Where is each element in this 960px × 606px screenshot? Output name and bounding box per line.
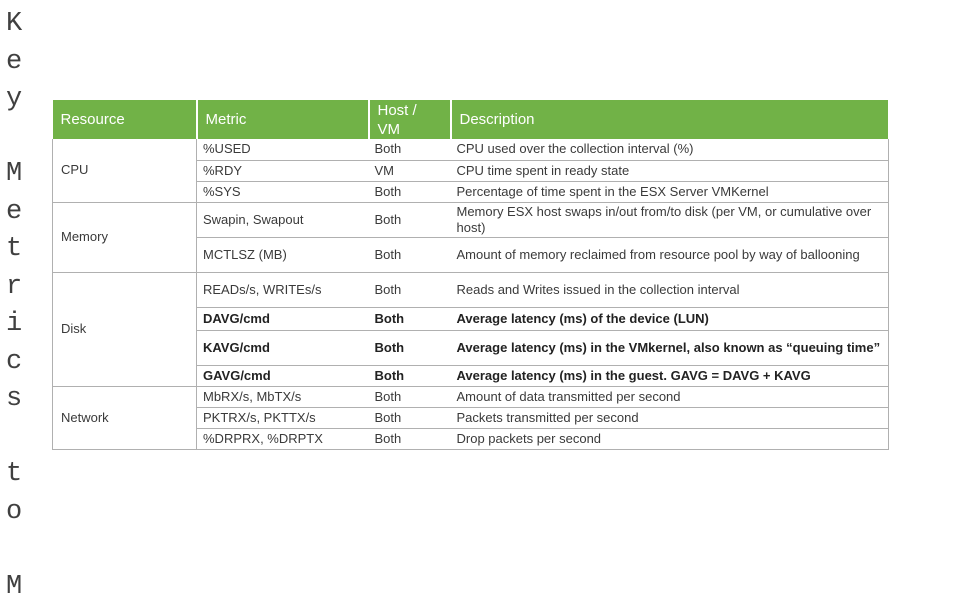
header-description: Description (451, 100, 889, 139)
title-char (6, 119, 36, 157)
metrics-table (52, 100, 890, 450)
title-char: K (6, 6, 36, 44)
host-cell: Both (369, 407, 451, 428)
description-cell: Average latency (ms) of the device (LUN) (451, 307, 889, 330)
host-cell: Both (369, 365, 451, 386)
host-cell: Both (369, 307, 451, 330)
header-resource: Resource (53, 100, 197, 139)
resource-network: Network (53, 386, 197, 449)
host-cell: Both (369, 237, 451, 272)
metric-cell: PKTRX/s, PKTTX/s (197, 407, 369, 428)
title-char: r (6, 269, 36, 307)
description-cell: Packets transmitted per second (451, 407, 889, 428)
metric-cell: MbRX/s, MbTX/s (197, 386, 369, 407)
resource-cpu: CPU (53, 139, 197, 202)
metric-cell: %SYS (197, 181, 369, 202)
table-row (53, 386, 889, 407)
header-host-vm: Host / VM (369, 100, 451, 139)
title-char: e (6, 44, 36, 82)
host-cell: Both (369, 272, 451, 307)
metric-cell: KAVG/cmd (197, 330, 369, 365)
title-char: o (6, 494, 36, 532)
host-cell: Both (369, 428, 451, 449)
table-row (53, 272, 889, 307)
host-cell: Both (369, 386, 451, 407)
host-cell: Both (369, 139, 451, 160)
title-char: t (6, 456, 36, 494)
title-char: t (6, 231, 36, 269)
resource-memory: Memory (53, 202, 197, 272)
metric-cell: MCTLSZ (MB) (197, 237, 369, 272)
table-row (53, 202, 889, 237)
metric-cell: %USED (197, 139, 369, 160)
description-cell: Percentage of time spent in the ESX Server VMKernel (451, 181, 889, 202)
header-metric: Metric (197, 100, 369, 139)
host-cell: VM (369, 160, 451, 181)
description-cell: Amount of memory reclaimed from resource pool by way of ballooning (451, 237, 889, 272)
host-cell: Both (369, 181, 451, 202)
host-cell: Both (369, 202, 451, 237)
description-cell: Reads and Writes issued in the collection interval (451, 272, 889, 307)
title-char (6, 419, 36, 457)
resource-disk: Disk (53, 272, 197, 386)
host-cell: Both (369, 330, 451, 365)
metric-cell: GAVG/cmd (197, 365, 369, 386)
title-char: M (6, 569, 36, 606)
title-char: M (6, 156, 36, 194)
table-header-row (53, 100, 889, 139)
description-cell: Average latency (ms) in the VMkernel, also known as “queuing time” (451, 330, 889, 365)
title-char: y (6, 81, 36, 119)
description-cell: Average latency (ms) in the guest. GAVG = DAVG + KAVG (451, 365, 889, 386)
description-cell: Drop packets per second (451, 428, 889, 449)
title-char: c (6, 344, 36, 382)
title-char: i (6, 306, 36, 344)
description-cell: Amount of data transmitted per second (451, 386, 889, 407)
description-cell: CPU used over the collection interval (%) (451, 139, 889, 160)
description-cell: Memory ESX host swaps in/out from/to disk (per VM, or cumulative over host) (451, 202, 889, 237)
description-cell: CPU time spent in ready state (451, 160, 889, 181)
title-char (6, 531, 36, 569)
metric-cell: Swapin, Swapout (197, 202, 369, 237)
slide-title (6, 6, 36, 606)
metric-cell: DAVG/cmd (197, 307, 369, 330)
title-char: s (6, 381, 36, 419)
metric-cell: %RDY (197, 160, 369, 181)
metric-cell: %DRPRX, %DRPTX (197, 428, 369, 449)
table-row (53, 139, 889, 160)
metric-cell: READs/s, WRITEs/s (197, 272, 369, 307)
title-char: e (6, 194, 36, 232)
